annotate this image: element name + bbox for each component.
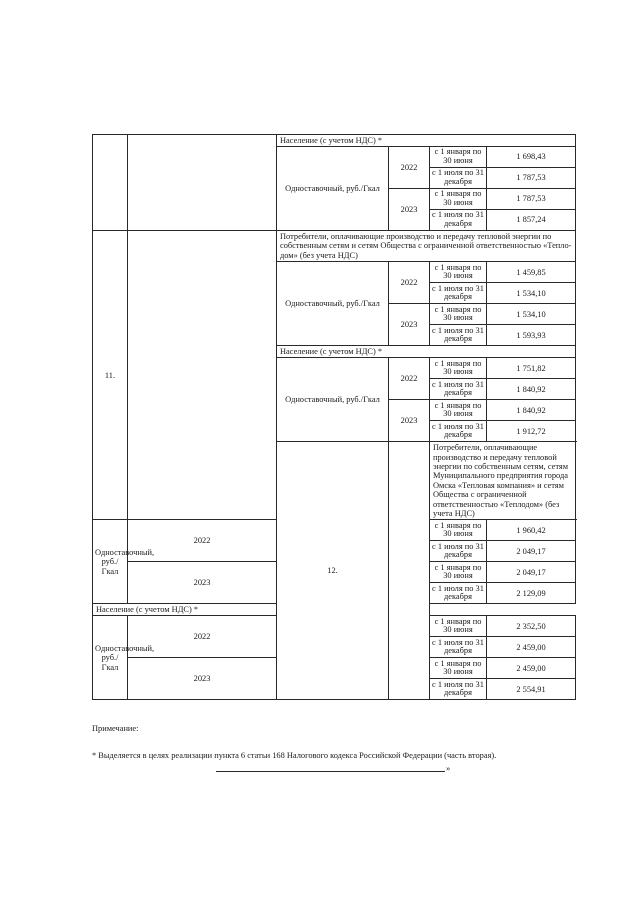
row-number-cell: 11. bbox=[93, 231, 128, 520]
year-cell: 2022 bbox=[128, 616, 277, 658]
period-cell: с 1 июля по 31 декабря bbox=[430, 210, 487, 231]
closing-mark: » bbox=[446, 764, 451, 773]
period-cell: с 1 января по 30 июня bbox=[430, 189, 487, 210]
closing-rule bbox=[216, 771, 445, 772]
tariff-value-cell: 1 857,24 bbox=[487, 210, 576, 231]
period-cell: с 1 июля по 31 декабря bbox=[430, 379, 487, 400]
year-cell: 2023 bbox=[389, 400, 430, 442]
tariff-value-cell: 2 129,09 bbox=[487, 583, 576, 604]
consumer-category-label: Потребители, оплачивающие производство и передачу тепловой энергии по собственным сетям, сетям Муниципального предприятия города Омска «Тепловая компания» и сетям Общества с ограниченной ответственностью «Теплодом» (без учета НДС) bbox=[430, 442, 576, 520]
tariff-value-cell: 2 049,17 bbox=[487, 541, 576, 562]
year-cell: 2022 bbox=[128, 520, 277, 562]
population-label: Население (с учетом НДС) * bbox=[277, 346, 576, 358]
tariff-value-cell: 1 698,43 bbox=[487, 147, 576, 168]
tariff-document bbox=[92, 134, 575, 700]
tariff-value-cell: 1 751,82 bbox=[487, 358, 576, 379]
year-cell: 2023 bbox=[389, 304, 430, 346]
period-cell: с 1 июля по 31 декабря bbox=[430, 637, 487, 658]
tariff-value-cell: 1 787,53 bbox=[487, 189, 576, 210]
period-cell: с 1 января по 30 июня bbox=[430, 658, 487, 679]
tariff-type-cell: Одноставочный, руб./Гкал bbox=[277, 358, 389, 442]
population-label: Население (с учетом НДС) * bbox=[277, 135, 576, 147]
tariff-type-cell: Одноставочный, руб./Гкал bbox=[277, 262, 389, 346]
tariff-value-cell: 2 554,91 bbox=[487, 679, 576, 700]
tariff-value-cell: 1 534,10 bbox=[487, 304, 576, 325]
period-cell: с 1 января по 30 июня bbox=[430, 358, 487, 379]
period-cell: с 1 января по 30 июня bbox=[430, 304, 487, 325]
row-number-cell-empty bbox=[93, 135, 128, 231]
tariff-value-cell: 1 912,72 bbox=[487, 421, 576, 442]
tariff-value-cell: 1 840,92 bbox=[487, 400, 576, 421]
tariff-value-cell: 1 459,85 bbox=[487, 262, 576, 283]
tariff-type-cell: Одноставочный, руб./Гкал bbox=[93, 520, 128, 604]
note-footnote: * Выделяется в целях реализации пункта 6 статьи 168 Налогового кодекса Российской Федерации (часть вторая). bbox=[92, 751, 497, 760]
tariff-value-cell: 1 787,53 bbox=[487, 168, 576, 189]
note-title: Примечание: bbox=[92, 724, 139, 733]
period-cell: с 1 января по 30 июня bbox=[430, 147, 487, 168]
period-cell: с 1 июля по 31 декабря bbox=[430, 283, 487, 304]
consumer-category-label: Потребители, оплачивающие производство и передачу тепловой энергии по собственным сетям и сетям Общества с ограниченной ответственностью «Теплодом» (без учета НДС) bbox=[277, 231, 576, 262]
population-header-row bbox=[93, 604, 576, 616]
organization-cell-empty bbox=[128, 135, 277, 231]
consumer-header-row bbox=[93, 231, 576, 262]
closing-line bbox=[216, 763, 451, 772]
tariff-value-cell: 2 352,50 bbox=[487, 616, 576, 637]
period-cell: с 1 января по 30 июня bbox=[430, 400, 487, 421]
tariff-value-cell: 1 840,92 bbox=[487, 379, 576, 400]
period-cell: с 1 июля по 31 декабря bbox=[430, 421, 487, 442]
row-number-cell: 12. bbox=[277, 442, 389, 700]
period-cell: с 1 июля по 31 декабря bbox=[430, 679, 487, 700]
period-cell: с 1 января по 30 июня bbox=[430, 520, 487, 541]
tariff-value-cell: 1 593,93 bbox=[487, 325, 576, 346]
tariff-value-cell: 1 960,42 bbox=[487, 520, 576, 541]
tariff-type-cell: Одноставочный, руб./Гкал bbox=[277, 147, 389, 231]
year-cell: 2022 bbox=[389, 262, 430, 304]
period-cell: с 1 июля по 31 декабря bbox=[430, 325, 487, 346]
year-cell: 2023 bbox=[128, 658, 277, 700]
organization-cell bbox=[389, 442, 430, 700]
year-cell: 2022 bbox=[389, 147, 430, 189]
year-cell: 2023 bbox=[128, 562, 277, 604]
organization-cell bbox=[128, 231, 277, 520]
period-cell: с 1 июля по 31 декабря bbox=[430, 541, 487, 562]
period-cell: с 1 января по 30 июня bbox=[430, 616, 487, 637]
year-cell: 2022 bbox=[389, 358, 430, 400]
tariff-value-cell: 2 459,00 bbox=[487, 637, 576, 658]
tariff-value-cell: 2 459,00 bbox=[487, 658, 576, 679]
tariff-value-cell: 2 049,17 bbox=[487, 562, 576, 583]
period-cell: с 1 января по 30 июня bbox=[430, 262, 487, 283]
population-label: Население (с учетом НДС) * bbox=[93, 604, 430, 616]
tariff-type-cell: Одноставочный, руб./Гкал bbox=[93, 616, 128, 700]
period-cell: с 1 января по 30 июня bbox=[430, 562, 487, 583]
population-header-row bbox=[93, 135, 576, 147]
tariff-value-cell: 1 534,10 bbox=[487, 283, 576, 304]
tariff-table bbox=[92, 134, 576, 700]
period-cell: с 1 июля по 31 декабря bbox=[430, 168, 487, 189]
year-cell: 2023 bbox=[389, 189, 430, 231]
period-cell: с 1 июля по 31 декабря bbox=[430, 583, 487, 604]
